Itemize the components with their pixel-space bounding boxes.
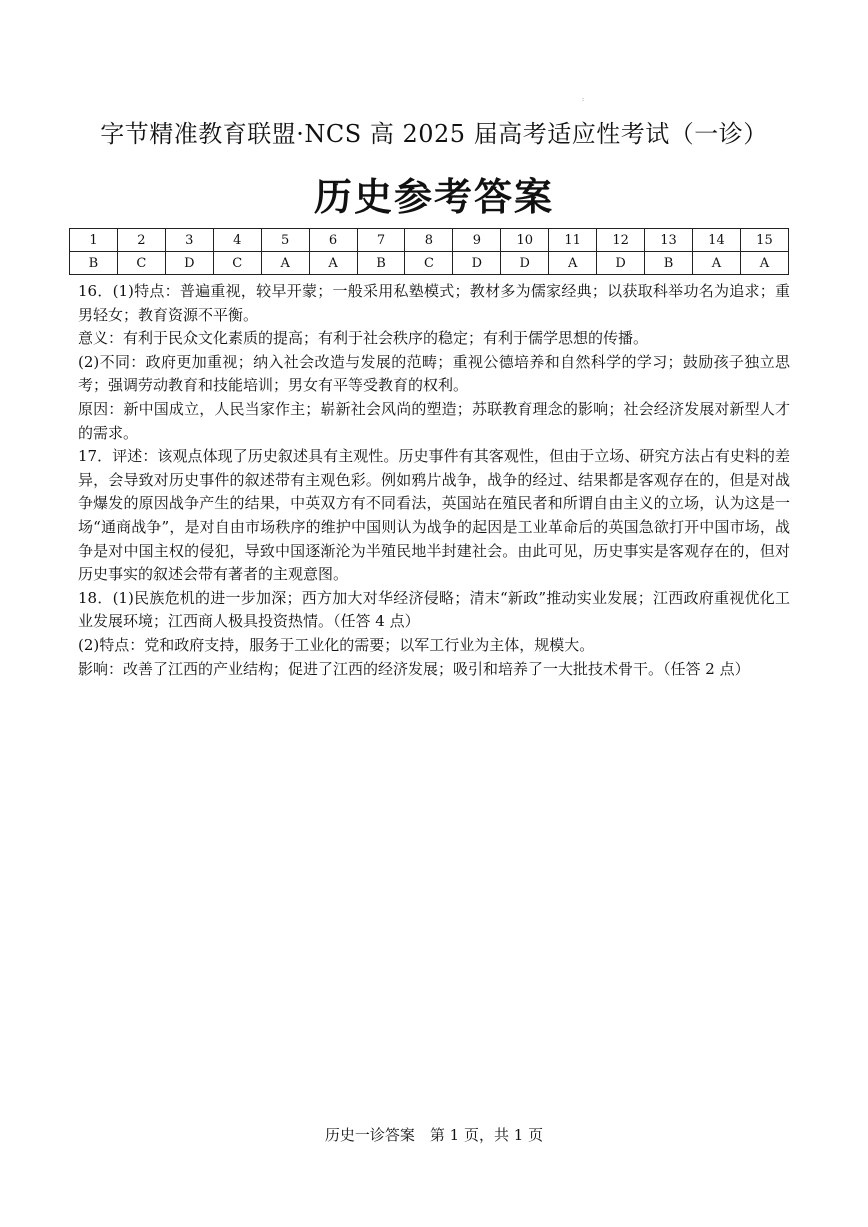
answer-cell: A [740, 252, 788, 275]
q16-part2-reasons: 原因：新中国成立，人民当家作主；崭新社会风尚的塑造；苏联教育理念的影响；社会经济发展对新型人才的需求。 [78, 399, 790, 442]
answer-cell: B [70, 252, 118, 275]
answer-cell: B [645, 252, 693, 275]
q16-part1-significance: 意义：有利于民众文化素质的提高；有利于社会秩序的稳定；有利于儒学思想的传播。 [78, 329, 649, 348]
question-number-cell: 15 [740, 229, 788, 252]
question-number-cell: 10 [501, 229, 549, 252]
question-number-cell: 12 [597, 229, 645, 252]
q17-commentary: 17．评述：该观点体现了历史叙述具有主观性。历史事件有其客观性，但由于立场、研究方法占有史料的差异，会导致对历史事件的叙述带有主观色彩。例如鸦片战争，战争的经过、结果都是客观存在的，但是对战争爆发的原因战争产生的结果，中英双方有不同看法，英国站在殖民者和所谓自由主义的立场，认为这是一场“通商战争”，是对自由市场秩序的维护中国则认为战争的起因是工业革命后的英国急欲打开中国市场，战争是对中国主权的侵犯，导致中国逐渐沦为半殖民地半封建社会。由此可见，历史事实是客观存在的，但对历史事实的叙述会带有著者的主观意图。 [78, 447, 790, 584]
q18-part1-answer: 18．(1)民族危机的进一步加深；西方加大对华经济侵略；清末“新政”推动实业发展；江西政府重视优化工业发展环境；江西商人极具投资热情。（任答 4 点） [78, 588, 790, 631]
question-number-cell: 2 [117, 229, 165, 252]
question-number-cell: 1 [70, 229, 118, 252]
answer-cell: A [309, 252, 357, 275]
question-number-cell: 5 [261, 229, 309, 252]
q16-part2-differences: (2)不同：政府更加重视；纳入社会改造与发展的范畴；重视公德培养和自然科学的学习；鼓励孩子独立思考；强调劳动教育和技能培训；男女有平等受教育的权利。 [78, 352, 790, 395]
q18-part2-impact: 影响：改善了江西的产业结构；促进了江西的经济发展；吸引和培养了一大批技术骨干。（任答 2 点） [78, 659, 750, 678]
question-number-cell: 9 [453, 229, 501, 252]
answer-content [78, 280, 790, 681]
question-number-cell: 4 [213, 229, 261, 252]
answer-cell: D [165, 252, 213, 275]
question-number-cell: 11 [549, 229, 597, 252]
question-number-cell: 14 [692, 229, 740, 252]
q18-part2-features: (2)特点：党和政府支持，服务于工业化的需要；以军工行业为主体，规模大。 [78, 635, 595, 654]
answer-cell: D [453, 252, 501, 275]
answer-cell: A [692, 252, 740, 275]
answer-cell: C [213, 252, 261, 275]
question-number-cell: 8 [405, 229, 453, 252]
answer-cell: A [549, 252, 597, 275]
answer-cell: A [261, 252, 309, 275]
answer-cell: D [597, 252, 645, 275]
question-number-cell: 13 [645, 229, 693, 252]
question-number-cell: 6 [309, 229, 357, 252]
exam-header: 字节精准教育联盟·NCS 高 2025 届高考适应性考试（一诊） [100, 120, 768, 148]
answer-cell: B [357, 252, 405, 275]
page-title: 历史参考答案 [313, 174, 554, 219]
answer-cell: C [117, 252, 165, 275]
question-number-cell: 3 [165, 229, 213, 252]
answer-table [69, 228, 789, 275]
page-footer: 历史一诊答案 第 1 页，共 1 页 [324, 1126, 544, 1144]
answer-row [70, 252, 789, 275]
answer-cell: D [501, 252, 549, 275]
question-number-cell: 7 [357, 229, 405, 252]
q16-part1-features: 16．(1)特点：普遍重视，较早开蒙；一般采用私塾模式；教材多为儒家经典；以获取科举功名为追求；重男轻女；教育资源不平衡。 [78, 282, 790, 324]
scan-mark: : [582, 96, 585, 103]
question-number-row [70, 229, 789, 252]
answer-cell: C [405, 252, 453, 275]
